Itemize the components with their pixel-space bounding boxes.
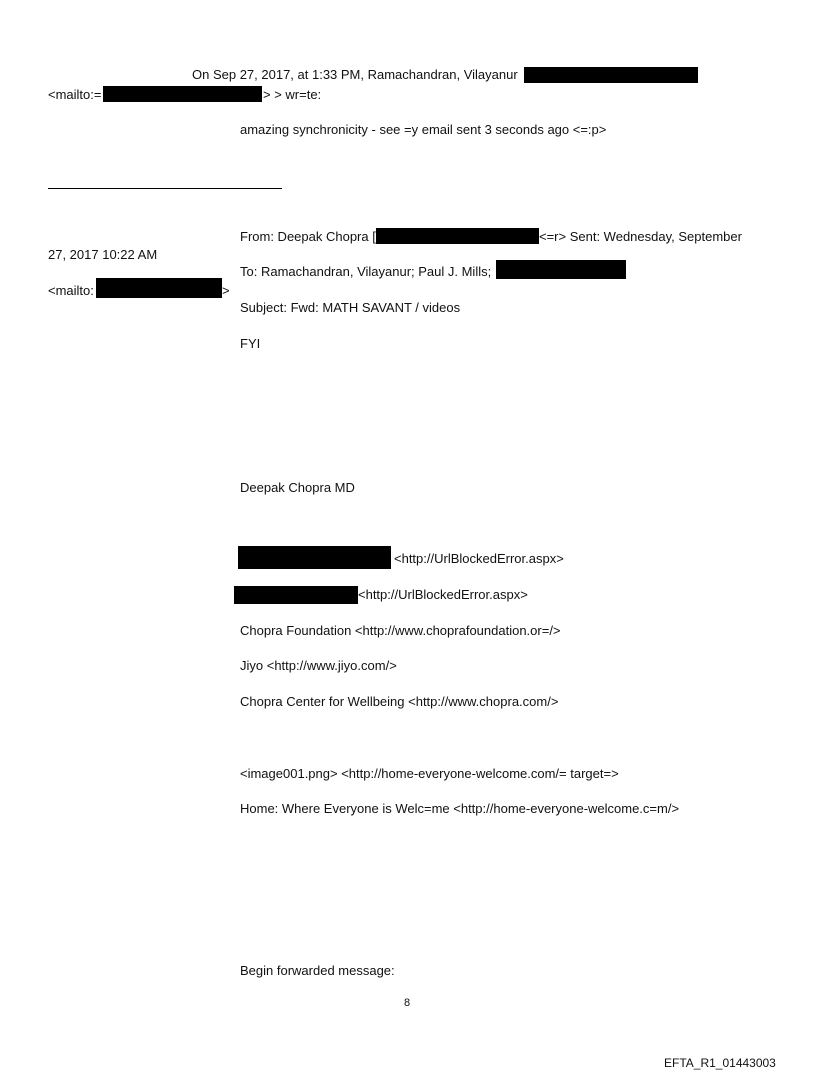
begin-forwarded-message: Begin forwarded message: — [240, 963, 395, 978]
forward-date: 27, 2017 10:22 AM — [48, 247, 158, 262]
signature-link-foundation[interactable]: Chopra Foundation <http://www.choprafoundation.or=/> — [240, 623, 561, 638]
forward-to: To: Ramachandran, Vilayanur; Paul J. Mills; — [240, 264, 492, 279]
reply-mailto-prefix: <mailto:= — [48, 87, 102, 102]
reply-body: amazing synchronicity - see =y email sent 3 seconds ago <=:p> — [240, 122, 607, 137]
signature-link[interactable]: <http://UrlBlockedError.aspx> — [358, 587, 528, 602]
forward-mailto-suffix: > — [222, 283, 230, 298]
forward-subject: Subject: Fwd: MATH SAVANT / videos — [240, 300, 461, 315]
reply-wrote-suffix: > > wr=te: — [263, 87, 322, 102]
forward-sent: <=r> Sent: Wednesday, September — [539, 229, 742, 244]
signature-home-line[interactable]: Home: Where Everyone is Welc=me <http://home-everyone-welcome.c=m/> — [240, 801, 680, 816]
signature-name: Deepak Chopra MD — [240, 480, 355, 495]
forward-mailto-prefix: <mailto: — [48, 283, 94, 298]
signature-link[interactable]: <http://UrlBlockedError.aspx> — [394, 551, 564, 566]
forward-from: From: Deepak Chopra [ — [240, 229, 376, 244]
page-number: 8 — [404, 997, 411, 1009]
redaction-block — [238, 546, 391, 569]
forward-fyi: FYI — [240, 336, 261, 351]
signature-link-jiyo[interactable]: Jiyo <http://www.jiyo.com/> — [240, 658, 397, 673]
redaction-block — [96, 278, 222, 298]
signature-image-line[interactable]: <image001.png> <http://home-everyone-welcome.com/= target=> — [240, 766, 619, 781]
separator-line — [48, 188, 282, 189]
redaction-block — [103, 86, 262, 102]
signature-link-chopra-center[interactable]: Chopra Center for Wellbeing <http://www.chopra.com/> — [240, 694, 559, 709]
redaction-block — [524, 67, 698, 83]
redaction-block — [234, 586, 358, 604]
reply-header-line: On Sep 27, 2017, at 1:33 PM, Ramachandran, Vilayanur — [192, 67, 518, 82]
redaction-block — [376, 228, 539, 244]
document-id: EFTA_R1_01443003 — [664, 1056, 776, 1070]
redaction-block — [496, 260, 626, 279]
